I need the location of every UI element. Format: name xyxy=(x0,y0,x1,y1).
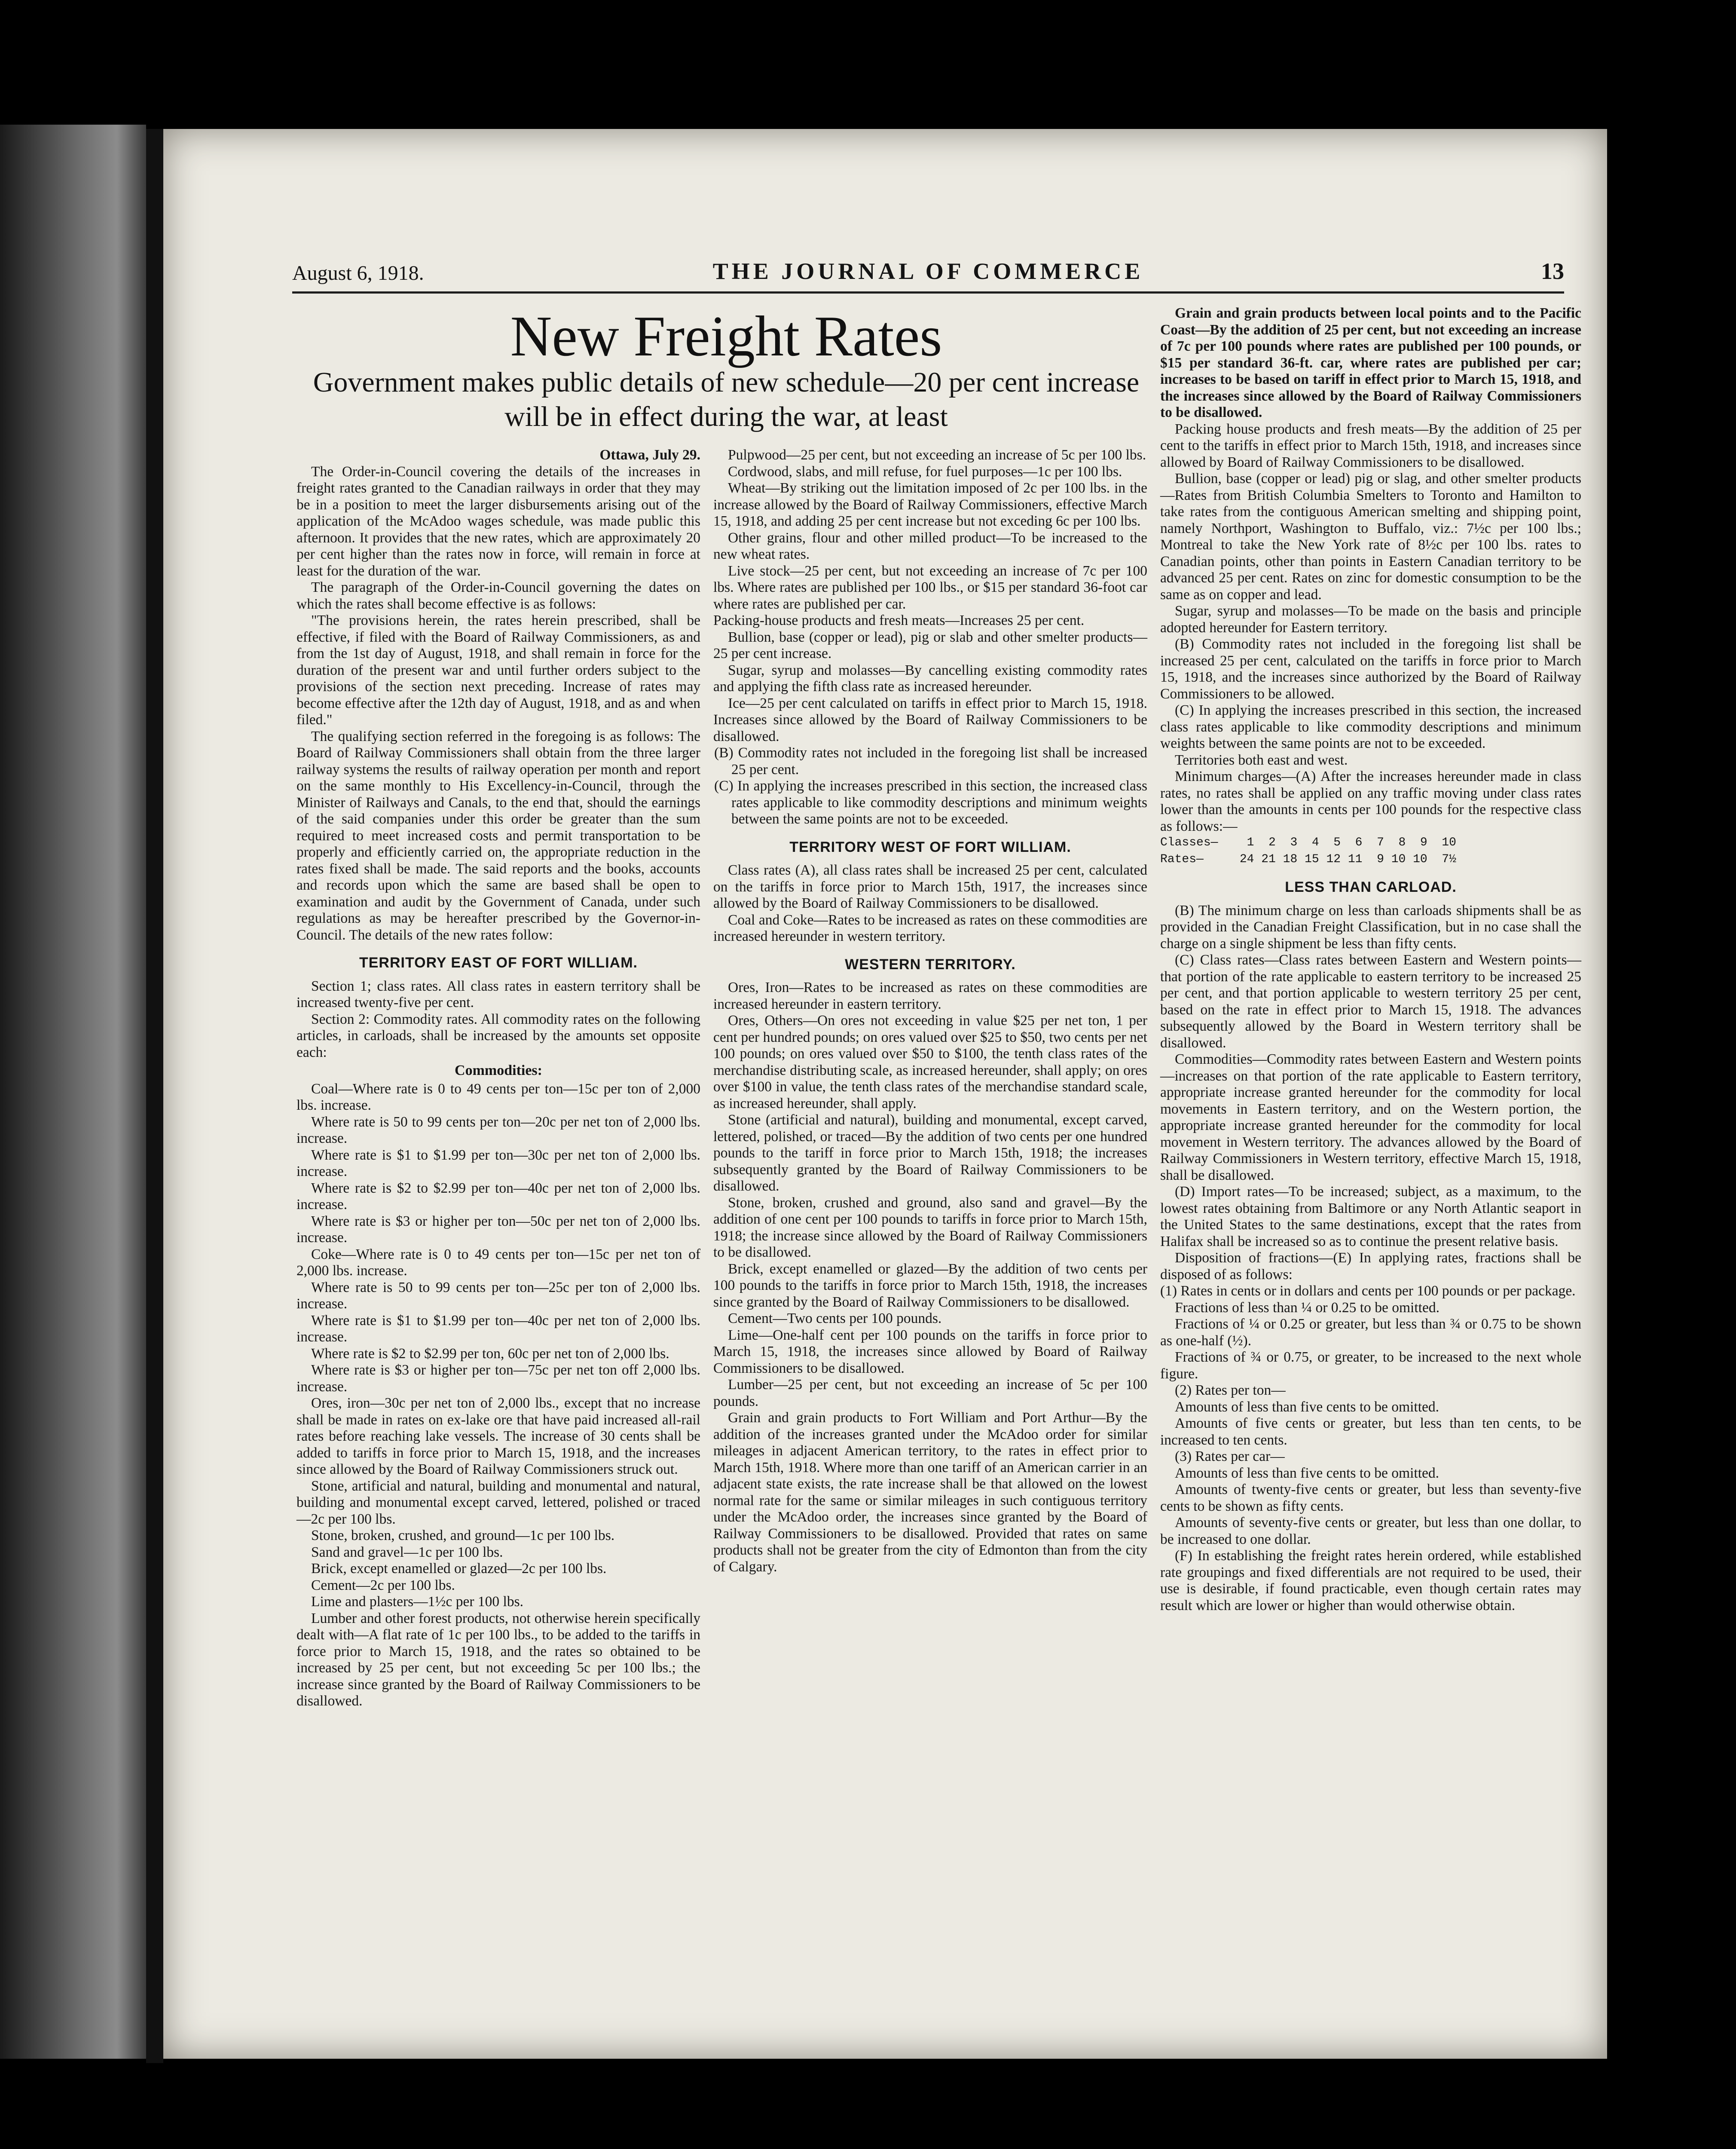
rate-item: Where rate is $2 to $2.99 per ton—40c per net ton of 2,000 lbs. increase. xyxy=(296,1180,700,1212)
rate-item: Where rate is $3 or higher per ton—50c per net ton of 2,000 lbs. increase. xyxy=(296,1213,700,1246)
rate-item: Sand and gravel—1c per 100 lbs. xyxy=(311,1544,503,1560)
binding-gutter xyxy=(146,129,163,2063)
rate-item: Lumber and other forest products, not otherwise herein specifically dealt with—A flat rate of 1c per 100 lbs., to be added to the tariffs in force prior to March 15, 1918, and the rates so obtained to be increased by 25 per cent, but not exceeding 5c per 100 lbs.; the increase since granted by the Board of Railway Commissioners to be disallowed. xyxy=(296,1610,700,1709)
rate-item: Lumber—25 per cent, but not exceeding an increase of 5c per 100 pounds. xyxy=(713,1377,1147,1409)
paragraph: (C) Class rates—Class rates between Eastern and Western points— that portion of the rate applicable to eastern territory to be increased 25 per cent, and that portion applicable to western territory 25 per cent, based on the rate in effect prior to March 15, 1918. The advances subsequently allowed by the Board in Western territory shall be disallowed. xyxy=(1160,952,1581,1051)
rate-item: Stone, artificial and natural, building and monumental and natural, building and monumental except carved, lettered, polished or traced—2c per 100 lbs. xyxy=(296,1478,700,1527)
paragraph: (D) Import rates—To be increased; subject, as a maximum, to the lowest rates obtaining from Baltimore or any North Atlantic seaport in the United States to the same destinations, except that the rates from Halifax shall be increased so as to continue the present relative basis. xyxy=(1160,1184,1581,1249)
rate-item: Coke—Where rate is 0 to 49 cents per ton—15c per net ton of 2,000 lbs. increase. xyxy=(296,1246,700,1279)
rate-item: Stone (artificial and natural), building and monumental, except carved, lettered, polished, or traced—By the addition of two cents per one hundred pounds to the tariff in force prior to March 15th, 1918; the increases subsequently granted by the Board of Railway Commissioners to be disallowed. xyxy=(713,1112,1147,1194)
paragraph: Territories both east and west. xyxy=(1175,752,1348,768)
quoted-provision: "The provisions herein, the rates herein prescribed, shall be effective, if filed with the Board of Railway Commissioners, as and from the 1st day of August, 1918, and shall remain in force for the duration of the present war and until further orders subject to the provisions of the section next preceding. Increase of rates may become effective after the 12th day of August, 1918, and as and when filed." xyxy=(296,612,700,728)
rate-item: Coal—Where rate is 0 to 49 cents per ton—15c per ton of 2,000 lbs. increase. xyxy=(296,1081,700,1113)
paragraph: (F) In establishing the freight rates herein ordered, while established rate groupings and fixed differentials are not required to be used, their use is desirable, if found practicable, even though certain rates may result which are lower or higher than would otherwise obtain. xyxy=(1160,1548,1581,1613)
rate-item: Wheat—By striking out the limitation imposed of 2c per 100 lbs. in the increase allowed by the Board of Railway Commissioners, effective March 15, 1918, and adding 25 per cent increase but not exceding 6c per 100 lbs. xyxy=(713,480,1147,529)
rate-item: Packing-house products and fresh meats—Increases 25 per cent. xyxy=(713,612,1085,628)
rate-clause: (B) Commodity rates not included in the foregoing list shall be increased 25 per cent. xyxy=(714,745,1147,778)
rate-item: Where rate is $3 or higher per ton—75c per net ton off 2,000 lbs. increase. xyxy=(296,1362,700,1395)
rate-item: Sugar, syrup and molasses—By cancelling existing commodity rates and applying the fifth class rate as increased hereunder. xyxy=(713,662,1147,695)
page-header xyxy=(292,258,1564,292)
article-subhead: Government makes public details of new schedule—20 per cent increase will be in effect during the war, at least xyxy=(313,367,1140,432)
paragraph: Section 2: Commodity rates. All commodity rates on the following articles, in carloads, shall be increased by the amounts set opposite each: xyxy=(296,1011,700,1060)
rate-item: Grain and grain products to Fort William and Port Arthur—By the addition of the increases granted under the McAdoo order for similar mileages in adjacent American territory, to the rates in effect prior to March 15th, 1918. Where more than one tariff of an American carrier in an adjacent state exists, the rate increase shall be that allowed on the lowest normal rate for the same or similar mileages in such contiguous territory under the McAdoo order, the increases since granted by the Board of Railway Commissioners to be disallowed. Provided that rates on same products shall not be greater from the city of Edmonton than from the city of Calgary. xyxy=(713,1410,1147,1575)
rate-item: Other grains, flour and other milled product—To be increased to the new wheat rates. xyxy=(713,530,1147,562)
paragraph: Amounts of five cents or greater, but less than ten cents, to be increased to ten cents. xyxy=(1160,1415,1581,1448)
issue-date: August 6, 1918. xyxy=(292,262,424,285)
adjacent-page-edge xyxy=(0,125,146,2059)
rate-item: Ores, Others—On ores not exceeding in value $25 per net ton, 1 per cent per hundred pounds; on ores valued over $25 to $50, two cents per net 100 pounds; on ores valued over $50 to $100, the tenth class rates of the merchandise distributing scale, as increased hereunder, shall apply; on ores over $100 in value, the tenth class rates of the merchandise standard scale, as increased hereunder, shall apply. xyxy=(713,1013,1147,1111)
paragraph: Fractions of ¾ or 0.75, or greater, to be increased to the next whole figure. xyxy=(1160,1349,1581,1382)
paragraph: Amounts of twenty-five cents or greater, but less than seventy-five cents to be shown as fifty cents. xyxy=(1160,1482,1581,1514)
section-heading: TERRITORY EAST OF FORT WILLIAM. xyxy=(359,955,638,971)
rate-item: Ores, iron—30c per net ton of 2,000 lbs., except that no increase shall be made in rates on ex-lake ore that have paid increased all-rail rates before reaching lake vessels. The increase of 30 cents shall be added to tariffs in force prior to March 15, 1918, and the increases since allowed by the Board of Railway Commissioners struck out. xyxy=(296,1395,700,1477)
newspaper-page xyxy=(163,129,1607,2059)
rate-item: Live stock—25 per cent, but not exceeding an increase of 7c per 100 lbs. Where rates are published per 100 lbs., or $15 per standard 36-foot car where rates are published per car. xyxy=(713,563,1147,612)
column-2 xyxy=(713,447,1147,1575)
header-rule xyxy=(292,291,1564,294)
paragraph: Amounts of less than five cents to be omitted. xyxy=(1175,1399,1439,1415)
publication-title: THE JOURNAL OF COMMERCE xyxy=(712,258,1144,284)
rate-item: Where rate is 50 to 99 cents per ton—20c per net ton of 2,000 lbs. increase. xyxy=(296,1114,700,1146)
article-headline: New Freight Rates xyxy=(510,304,942,368)
paragraph: The Order-in-Council covering the details of the increases in freight rates granted to the Canadian railways in order that they may be in a position to meet the larger disbursements arising out of the application of the McAdoo wages schedule, was made public this afternoon. It provides that the new rates, which are approximately 20 per cent higher than the rates now in force, will remain in force at least for the duration of the war. xyxy=(296,463,700,579)
column-1 xyxy=(296,447,700,1710)
rate-item: Cement—2c per 100 lbs. xyxy=(311,1577,455,1593)
rate-item: Stone, broken, crushed and ground, also sand and gravel—By the addition of one cent per 100 pounds to tariffs in force prior to March 15th, 1918; the increase since allowed by the Board of Railway Commissioners to be disallowed. xyxy=(713,1194,1147,1260)
rate-item: Lime and plasters—1½c per 100 lbs. xyxy=(311,1594,524,1610)
rate-item: Brick, except enamelled or glazed—By the addition of two cents per 100 pounds to the tariffs in force prior to March 15th, 1918, the increases since granted by the Board of Railway Commissioners to be disallowed. xyxy=(713,1261,1147,1310)
dateline: Ottawa, July 29. xyxy=(599,447,700,463)
subsection-heading: Commodities: xyxy=(455,1062,542,1078)
rate-item: Brick, except enamelled or glazed—2c per 100 lbs. xyxy=(311,1561,607,1577)
rate-item: Where rate is $1 to $1.99 per ton—30c per net ton of 2,000 lbs. increase. xyxy=(296,1147,700,1179)
rate-item: Sugar, syrup and molasses—To be made on the basis and principle adopted hereunder for Eastern territory. xyxy=(1160,603,1581,636)
rate-item: Where rate is $2 to $2.99 per ton, 60c per net ton of 2,000 lbs. xyxy=(311,1345,669,1362)
rate-item: (B) Commodity rates not included in the foregoing list shall be increased 25 per cent, calculated on the tariffs in force prior to March 15, 1918, and the increases since authorized by the Board of Railway Commissioners to be allowed. xyxy=(1160,636,1581,702)
rate-item: Ores, Iron—Rates to be increased as rates on these commodities are increased hereunder in eastern territory. xyxy=(713,980,1147,1012)
section-heading: WESTERN TERRITORY. xyxy=(845,956,1016,973)
paragraph: The paragraph of the Order-in-Council governing the dates on which the rates shall become effective is as follows: xyxy=(296,579,700,612)
rate-item: Stone, broken, crushed, and ground—1c per 100 lbs. xyxy=(311,1528,615,1543)
paragraph: Amounts of seventy-five cents or greater, but less than one dollar, to be increased to one dollar. xyxy=(1160,1515,1581,1547)
rate-item: Pulpwood—25 per cent, but not exceeding an increase of 5c per 100 lbs. xyxy=(728,447,1146,463)
paragraph: Fractions of less than ¼ or 0.25 to be omitted. xyxy=(1175,1299,1440,1316)
paragraph: Coal and Coke—Rates to be increased as rates on these commodities are increased hereunder in western territory. xyxy=(713,912,1147,944)
paragraph: The qualifying section referred in the foregoing is as follows: The Board of Railway Commissioners shall obtain from the three larger railway systems the results of railway operation per month and report on the same monthly to His Excellency-in-Council, through the Minister of Railways and Canals, to the end that, should the earnings of the said companies under this order be greater than the sum required to meet increased costs and permit transportation to be properly and efficiently carried on, the appropriate reduction in the rates fixed shall be made. The said reports and the books, accounts and records upon which the same are based shall be open to examination and audit by the Government of Canada, under such regulations as may be hereafter prescribed by the Governor-in-Council. The details of the new rates follow: xyxy=(296,728,700,943)
rates-row: Rates— 24 21 18 15 12 11 9 10 10 7½ xyxy=(1160,852,1456,866)
paragraph: (1) Rates in cents or in dollars and cents per 100 pounds or per package. xyxy=(1160,1283,1576,1299)
page-number: 13 xyxy=(1541,258,1564,284)
rate-item: Ice—25 per cent calculated on tariffs in effect prior to March 15, 1918. Increases since allowed by the Board of Railway Commissioners to be disallowed. xyxy=(713,695,1147,744)
section-heading: LESS THAN CARLOAD. xyxy=(1285,879,1457,895)
rate-item: Grain and grain products between local points and to the Pacific Coast—By the addition of 25 per cent, but not exceeding an increase of 7c per 100 pounds where rates are published per 100 pounds, or $15 per standard 36-ft. car, where rates are published per car; increases to be based on tariff in effect prior to March 15, 1918, and the increases since allowed by the Board of Railway Commissioners to be disallowed. xyxy=(1160,305,1581,420)
paragraph: (3) Rates per car— xyxy=(1175,1448,1285,1464)
paragraph: (B) The minimum charge on less than carloads shipments shall be as provided in the Canadian Freight Classification, but in no case shall the charge on a single shipment be less than fifty cents. xyxy=(1160,902,1581,952)
rate-item: Cement—Two cents per 100 pounds. xyxy=(728,1310,942,1326)
paragraph: Section 1; class rates. All class rates in eastern territory shall be increased twenty-five per cent. xyxy=(296,978,700,1010)
paragraph: Commodities—Commodity rates between Eastern and Western points—increases on that portion of the rate applicable to Eastern territory, appropriate increase granted hereunder for the commodity for local movements in Eastern territory, and on the Western portion, the appropriate increase granted hereunder for the commodity for local movement in Western territory. The advances allowed by the Board of Railway Commissioners in Western territory, effective March 15, 1918, shall be disallowed. xyxy=(1160,1051,1581,1183)
rate-item: Lime—One-half cent per 100 pounds on the tariffs in force prior to March 15, 1918, the increases since allowed by Board of Railway Commissioners to be disallowed. xyxy=(713,1327,1147,1376)
paragraph: Minimum charges—(A) After the increases hereunder made in class rates, no rates shall be applied on any traffic moving under class rates lower than the amounts in cents per 100 pounds for the respective class as follows:— xyxy=(1160,768,1581,834)
rate-clause: (C) In applying the increases prescribed in this section, the increased class rates applicable to like commodity descriptions and minimum weights between the same points are not to be exceeded. xyxy=(714,778,1147,827)
rate-item: Where rate is $1 to $1.99 per ton—40c per net ton of 2,000 lbs. increase. xyxy=(296,1312,700,1345)
rate-item: (C) In applying the increases prescribed in this section, the increased class rates applicable to like commodity descriptions and minimum weights between the same points are not to be exceeded. xyxy=(1160,702,1581,751)
paragraph: (2) Rates per ton— xyxy=(1175,1382,1286,1398)
rate-item: Cordwood, slabs, and mill refuse, for fuel purposes—1c per 100 lbs. xyxy=(728,463,1122,480)
column-3 xyxy=(1160,305,1581,1614)
rate-item: Bullion, base (copper or lead) pig or slag, and other smelter products—Rates from British Columbia Smelters to Toronto and Hamilton to take rates from the contiguous American smelting and shipping point, namely Northport, Washington to Buffalo, viz.: 7½c per 100 lbs.; Montreal to take the New York rate of 8½c per 100 lbs. rates to Canadian points, other than points in Eastern Canadian territory to be advanced 25 per cent. Rates on zinc for domestic consumption to be the same as on copper and lead. xyxy=(1160,471,1581,603)
rate-item: Where rate is 50 to 99 cents per ton—25c per ton of 2,000 lbs. increase. xyxy=(296,1279,700,1312)
rate-item: Packing house products and fresh meats—By the addition of 25 per cent to the tariffs in effect prior to March 15th, 1918, and increases since allowed by Board of Railway Commissioners to be disallowed. xyxy=(1160,421,1581,470)
paragraph: Class rates (A), all class rates shall be increased 25 per cent, calculated on the tariffs in force prior to March 15th, 1917, the increases since allowed by the Board of Railway Commissioners to be disallowed. xyxy=(713,862,1147,911)
classes-row: Classes— 1 2 3 4 5 6 7 8 9 10 xyxy=(1160,836,1456,849)
paragraph: Amounts of less than five cents to be omitted. xyxy=(1175,1465,1439,1481)
section-heading: TERRITORY WEST OF FORT WILLIAM. xyxy=(789,839,1071,855)
paragraph: Disposition of fractions—(E) In applying rates, fractions shall be disposed of as follows: xyxy=(1160,1250,1581,1283)
paragraph: Fractions of ¼ or 0.25 or greater, but less than ¾ or 0.75 to be shown as one-half (½). xyxy=(1160,1316,1581,1349)
rate-item: Bullion, base (copper or lead), pig or slab and other smelter products—25 per cent increase. xyxy=(713,629,1147,661)
